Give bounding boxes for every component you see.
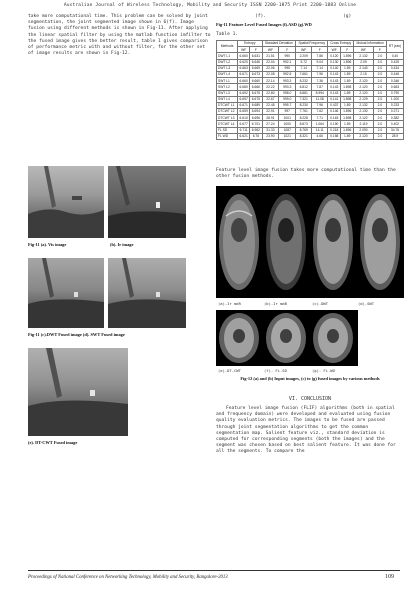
fig12-label-g: (g). FL.WD	[312, 368, 335, 373]
table-cell: 22.14	[262, 78, 279, 84]
table-cell: 6.696	[251, 115, 261, 120]
table-cell: 2.0	[373, 65, 386, 71]
table-cell: 6.701	[251, 121, 261, 126]
table-cell: 23.90	[262, 133, 279, 139]
table-cell: 2.0	[373, 133, 386, 139]
table-cell: 6.663	[239, 66, 248, 71]
table-cell: 7.661	[296, 71, 312, 77]
table-cell-method: SWT L3	[217, 90, 238, 96]
brain-image-a	[219, 194, 259, 290]
performance-table-wrapper	[216, 40, 404, 140]
table-cell: 0.402	[387, 121, 404, 127]
table-cell: 2.129	[354, 96, 374, 102]
table-cell: 992.1	[279, 59, 296, 65]
table-cell: 6.692	[239, 90, 248, 95]
table-cell: 6.812	[296, 84, 312, 90]
table-cell: 990	[279, 53, 296, 59]
table-cell: 2.090	[354, 127, 374, 133]
table-row	[217, 133, 404, 139]
table-cell: 6.621	[239, 134, 248, 139]
vis-image-scene	[28, 166, 104, 238]
fig11-dwt-fused-image	[28, 258, 104, 328]
table-cell: 0.446	[387, 71, 404, 77]
table-cell: 1.200	[387, 96, 404, 102]
table-cell-method: DWT L1	[217, 53, 238, 59]
footer-text: Proceedings of National Conference on Networking Technology, Mobility and Security, Bangalore-2013	[28, 575, 228, 580]
table-cell: 27.24	[262, 121, 279, 127]
fig12-row2-images	[216, 310, 358, 366]
table-cell: 6.881	[296, 90, 312, 96]
table-cell: 6.711	[238, 127, 250, 133]
table-cell: 1.89	[341, 78, 354, 84]
table-cell: 995	[279, 65, 296, 71]
table-cell: 0.143	[328, 84, 341, 90]
table-cell: 2.0	[373, 59, 386, 65]
table-cell: 2.0	[373, 96, 386, 102]
table-cell: 7.96	[312, 102, 328, 108]
table-subheader: F	[373, 47, 386, 53]
table-cell: 1.89	[341, 65, 354, 71]
brain-mri-row1	[216, 186, 404, 298]
table-cell: 999.0	[279, 96, 296, 102]
table-cell: 7.71	[312, 115, 328, 121]
table-cell: 2.0	[373, 84, 386, 90]
brain-image-f	[266, 313, 306, 363]
table-cell: 992.5	[279, 71, 296, 77]
table-cell-method: DWT L2	[217, 59, 238, 65]
table-cell: 1.898	[341, 115, 354, 121]
table-cell: 2.132	[354, 53, 374, 59]
fig11-g-label: (g)	[343, 14, 352, 19]
table-cell: 6.631	[251, 53, 261, 58]
table-cell: 0.130	[328, 59, 341, 65]
table-cell: 7.86	[312, 53, 328, 59]
table-cell: 7.62	[312, 109, 328, 115]
brain-image-g	[313, 313, 353, 363]
table-cell: 0.40	[387, 53, 404, 59]
table-cell: 0.158	[328, 133, 341, 139]
table-header-spatial: Spatial Frequency	[296, 41, 328, 47]
table-cell: 2.120	[354, 78, 374, 84]
table-cell-method: SWT L4	[217, 96, 238, 102]
table-cell: 1.898	[341, 96, 354, 102]
table-cell: 2.0	[373, 121, 386, 127]
table-cell: 9.04	[312, 59, 328, 65]
table-cell: 6.677	[239, 121, 248, 126]
table-cell: 2.140	[354, 65, 374, 71]
fig11-b-caption: (b). Ir image	[110, 242, 134, 247]
table-cell: 6.689	[251, 103, 261, 108]
table-cell: 2.120	[354, 90, 374, 96]
table-cell: 6.694	[251, 109, 261, 114]
ir-image-scene	[108, 166, 186, 238]
table-cell: 2.130	[354, 109, 374, 115]
table-cell: 11.08	[312, 96, 328, 102]
table-cell: 993.3	[279, 78, 296, 84]
table-cell: 6.669	[251, 66, 261, 71]
table-cell: 0.140	[328, 65, 341, 71]
table-cell: 2.132	[354, 102, 374, 108]
table-cell-method: FL WD	[217, 133, 238, 139]
table-cell: 6.659	[239, 109, 248, 114]
table-cell: 0.146	[328, 109, 341, 115]
table-cell: 6.697	[239, 97, 248, 102]
table-cell-method: DWT L3	[217, 65, 238, 71]
table-cell: 22.67	[262, 96, 279, 102]
table-cell: 2.09	[354, 59, 374, 65]
performance-table	[216, 40, 404, 140]
table-cell: 6.666	[251, 84, 261, 89]
table-cell: 0.141	[328, 96, 341, 102]
table-cell: 1.896	[341, 53, 354, 59]
conclusion-paragraph: Feature level image fusion (FLIF) algorithms (both in spatial and frequency domain) were developed and evaluated using fusion quality evaluation metrics. The images to be fused are passed through joint segmentation algorithms to get the common segmentation map. Salient feature viz., standard deviation is computed for corresponding segments (both the images) and the segment was chosen based on best salient feature. It was done for all the segments. To compare the	[216, 406, 396, 455]
table-cell: 28.9	[387, 133, 404, 139]
table-cell: 1.064	[312, 121, 328, 127]
table-header-std: Standard Deviation	[262, 41, 296, 47]
table-cell-method: DWT L4	[217, 71, 238, 77]
fig12-label-d: (d).SWT	[358, 301, 375, 306]
table-cell: 0.120	[328, 53, 341, 59]
table-cell: 6.646	[251, 59, 261, 64]
table-cell: 8.873	[296, 121, 312, 127]
table-cell: 1.896	[341, 109, 354, 115]
table-header-entropy: Entropy	[238, 41, 262, 47]
table-cell: 8.232	[296, 78, 312, 84]
fig11-a-caption: Fig-11 (a). Vis image	[28, 242, 67, 247]
table-cell: 6.675	[251, 97, 261, 102]
brain-mri-row2	[216, 310, 358, 366]
table-cell: 8.228	[296, 115, 312, 121]
table-cell: 6.673	[251, 72, 261, 77]
table-cell: 6.660	[251, 78, 261, 83]
fig11-ir-image	[108, 166, 186, 238]
table-cell: 995.7	[279, 102, 296, 108]
table-cell: 2.0	[373, 71, 386, 77]
table-header-methods: Methods	[217, 41, 238, 53]
table-subheader: WF	[238, 47, 250, 53]
dwt-image-scene	[28, 258, 104, 328]
table-cell: 0.382	[387, 115, 404, 121]
table-header-cross: Cross Entropy	[328, 41, 354, 47]
table-cell: 6.620	[239, 59, 248, 64]
table-cell: 997	[279, 109, 296, 115]
table-cell: 1.898	[341, 84, 354, 90]
page-number: 109	[385, 574, 394, 580]
fig12-row1-images	[216, 186, 404, 298]
table-cell: 1.89	[341, 102, 354, 108]
table-cell: 0.663	[387, 84, 404, 90]
table-cell: 6.675	[251, 90, 261, 95]
fig12-label-c: (c).DWT	[312, 301, 329, 306]
table-cell: 14.11	[312, 127, 328, 133]
table-cell: 2.15	[354, 71, 374, 77]
table-cell: 0.218	[328, 127, 341, 133]
table-cell: 6.680	[239, 84, 248, 89]
table-cell: 0.790	[387, 90, 404, 96]
brain-image-e	[219, 313, 259, 363]
section-title: VI. CONCLUSION	[288, 396, 332, 402]
table-subheader: WF	[296, 47, 312, 53]
feature-level-paragraph: Feature level image fusion takes more computational time than the other fusion methods.	[216, 168, 396, 180]
table-cell: 2.0	[373, 127, 386, 133]
table-cell: 22.22	[262, 84, 279, 90]
table-cell: 2.122	[354, 115, 374, 121]
table-header-rt: RT (sec)	[387, 41, 404, 53]
table-cell: 993.3	[279, 84, 296, 90]
table-subheader: WF	[328, 47, 341, 53]
table-title: Table 1.	[216, 32, 239, 37]
table-cell-method: DTCWT L1	[217, 102, 238, 108]
table-cell: 0.271	[387, 109, 404, 115]
table-cell: 34.76	[387, 127, 404, 133]
table-cell: 0.346	[387, 78, 404, 84]
table-cell: 2.0	[373, 115, 386, 121]
table-cell: 2.0	[373, 78, 386, 84]
table-cell: 6.671	[239, 72, 248, 77]
table-cell: 7.36	[312, 78, 328, 84]
table-cell: 0.143	[328, 90, 341, 96]
journal-header: Australian Journal of Wireless Technology, Mobility and Security ISSN 2200-1875 Print 2200-1883 Online	[63, 3, 357, 8]
table-cell: 1.896	[341, 59, 354, 65]
table-cell: 2.209	[296, 53, 312, 59]
table-cell: 6.660	[239, 78, 248, 83]
table-cell: 22.06	[262, 65, 279, 71]
table-cell-method: SWT L2	[217, 84, 238, 90]
fig12-label-e: (e).DT-CWT	[218, 368, 241, 373]
table-cell: 6.660	[239, 53, 248, 58]
table-cell: 4.66	[312, 133, 328, 139]
table-cell: 7.321	[296, 96, 312, 102]
table-cell: 22.91	[262, 109, 279, 115]
table-cell: 1.89	[341, 121, 354, 127]
table-cell: 0.425	[387, 59, 404, 65]
table-cell-method: DTCWT L2	[217, 109, 238, 115]
table-cell-method: DTCWT L3	[217, 115, 238, 121]
table-group-header-row	[217, 41, 404, 47]
brain-image-c	[313, 194, 353, 290]
fig11-swt-fused-image	[108, 258, 186, 328]
table-cell: 1.896	[341, 127, 354, 133]
left-paragraph: take more computational time. This problem can be solved by joint segmentation, the joint segmented image shown in 6(f). Image fusion using different methods is shown in Fig-11. After applying the linear spatial filter by using the matlab function imfilter to the fused image gives the better result, table 1 gives comparison of performance metric with and without filter, for the other set of image results are shown in Fig-12.	[28, 14, 211, 57]
table-cell: 0.233	[387, 102, 404, 108]
table-cell: 1.89	[341, 71, 354, 77]
table-cell: 5.72	[296, 59, 312, 65]
fig11-fg-caption: Fig-11 Feature Level Fused Images (f).ASD (g).WD	[216, 22, 312, 27]
fig11-dtcwt-fused-image	[28, 348, 128, 436]
table-cell: 8.769	[296, 127, 312, 133]
table-cell: 0.190	[328, 121, 341, 127]
table-cell: 22.08	[262, 71, 279, 77]
table-subheader: F	[279, 47, 296, 53]
fig12-label-a: (a).Ir mdR	[218, 301, 241, 306]
table-cell: 1001	[279, 115, 296, 121]
table-subheader: WF	[262, 47, 279, 53]
table-cell: 998.0	[279, 90, 296, 96]
table-cell: 6.962	[251, 128, 261, 133]
table-cell: 2.119	[354, 121, 374, 127]
table-cell: 8.994	[312, 90, 328, 96]
table-cell: 7.761	[296, 109, 312, 115]
fig11-f-label: (f).	[255, 14, 267, 19]
brain-image-b	[266, 194, 306, 290]
table-cell: 0.434	[387, 65, 404, 71]
table-cell: 7.96	[312, 71, 328, 77]
fig11-cd-caption: Fig-11 (c).DWT Fused image (d). SWT Fused image	[28, 332, 125, 337]
table-cell: 22.45	[262, 102, 279, 108]
fig12-caption: Fig-12 (a) and (b) Input images, (c) to (g) fused images by various methods	[240, 376, 380, 381]
table-cell: 1087	[279, 127, 296, 133]
table-cell: 2.120	[354, 133, 374, 139]
table-cell: 2.120	[354, 84, 374, 90]
dtcwt-image-scene	[28, 348, 128, 436]
table-cell: 6.610	[239, 115, 248, 120]
table-cell: 21.51	[262, 53, 279, 59]
table-cell: 7.14	[312, 65, 328, 71]
table-cell: 28.91	[262, 115, 279, 121]
table-cell: 7.87	[312, 84, 328, 90]
table-cell: 7.14	[296, 65, 312, 71]
table-subheader: F	[341, 47, 354, 53]
table-cell: 31.33	[262, 127, 279, 133]
fig11-vis-image	[28, 166, 104, 238]
table-cell: 1.89	[341, 90, 354, 96]
table-cell: 22.04	[262, 59, 279, 65]
table-cell: 22.80	[262, 90, 279, 96]
table-cell: 0.437	[328, 102, 341, 108]
table-cell-method: DTCWT L4	[217, 121, 238, 127]
table-body	[217, 53, 404, 140]
table-cell: 6.671	[239, 103, 248, 108]
table-cell: 0.163	[328, 115, 341, 121]
brain-image-d	[360, 194, 400, 290]
table-cell: 1021	[279, 133, 296, 139]
fig11-e-caption: (e). DT-CWT Fused image	[28, 440, 78, 445]
footer-divider	[28, 570, 400, 571]
fig12-label-f: (f). FL.SD	[264, 368, 287, 373]
table-cell: 6.76	[250, 133, 262, 139]
table-cell: 0.143	[328, 71, 341, 77]
table-subheader: F	[250, 47, 262, 53]
swt-image-scene	[108, 258, 186, 328]
table-cell: 2.0	[373, 102, 386, 108]
table-cell: 2.0	[373, 90, 386, 96]
table-cell-method: SWT L1	[217, 78, 238, 84]
fig12-label-b: (b).Ir mdB	[264, 301, 287, 306]
table-subheader: F	[312, 47, 328, 53]
table-cell: 2.0	[373, 109, 386, 115]
table-cell: 1000	[279, 121, 296, 127]
table-subheader: WF	[354, 47, 374, 53]
table-cell: 8.321	[296, 133, 312, 139]
table-header-mutual: Mutual Information	[354, 41, 387, 47]
table-cell: 8.230	[296, 102, 312, 108]
table-cell: 2.0	[373, 53, 386, 59]
table-cell: 1.89	[341, 133, 354, 139]
fig12-row1	[216, 186, 404, 298]
table-cell-method: FL SD	[217, 127, 238, 133]
table-cell: 0.143	[328, 78, 341, 84]
